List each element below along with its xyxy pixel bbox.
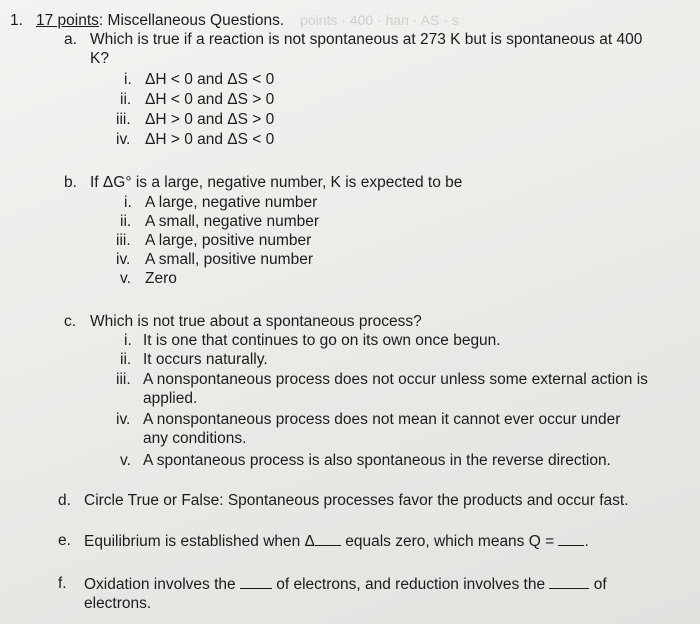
option-c-i-text: It is one that continues to go on its own once begun. [143, 332, 501, 349]
option-a-i-text: ΔH < 0 and ΔS < 0 [145, 71, 275, 88]
option-a-ii-text: ΔH < 0 and ΔS > 0 [145, 91, 275, 108]
answer-blank-oxidation[interactable] [240, 574, 272, 589]
option-b-v-text: Zero [145, 270, 177, 287]
option-b-ii-num: ii. [120, 213, 132, 230]
problem-title: : Miscellaneous Questions. [98, 12, 285, 29]
question-e-part2: equals zero, which means Q = [340, 533, 559, 550]
option-a-iv-num: iv. [116, 131, 131, 148]
answer-blank-reduction[interactable] [549, 574, 589, 589]
question-e-text [84, 531, 589, 551]
problem-heading [36, 11, 284, 30]
option-b-v-num: v. [120, 270, 131, 287]
option-c-iii-line2: applied. [143, 390, 198, 407]
option-b-iii-text: A large, positive number [145, 232, 312, 249]
question-a-line1: Which is true if a reaction is not spontaneous at 273 K but is spontaneous at 400 [90, 31, 643, 48]
option-c-i-num: i. [124, 332, 132, 349]
question-b-text: If ΔG° is a large, negative number, K is expected to be [90, 174, 463, 191]
option-b-ii-text: A small, negative number [145, 213, 320, 230]
option-c-iv-line1: A nonspontaneous process does not mean it cannot ever occur under [143, 411, 621, 428]
question-c-text: Which is not true about a spontaneous process? [90, 313, 422, 330]
question-d-text: Circle True or False: Spontaneous processes favor the products and occur fast. [84, 492, 629, 509]
option-c-v-num: v. [120, 452, 131, 469]
question-a-line2: K? [90, 50, 109, 67]
question-b-letter: b. [64, 174, 77, 191]
option-b-iii-num: iii. [116, 232, 131, 249]
question-e-letter: e. [58, 532, 71, 549]
option-c-iii-num: iii. [116, 371, 131, 388]
option-b-iv-num: iv. [116, 251, 131, 268]
answer-blank-q[interactable] [558, 531, 584, 546]
question-e-part1: Equilibrium is established when Δ [84, 533, 315, 550]
option-b-i-text: A large, negative number [145, 194, 318, 211]
problem-number: 1. [10, 12, 23, 29]
option-b-i-num: i. [124, 194, 132, 211]
question-e-part3: . [584, 533, 589, 550]
question-d-letter: d. [58, 492, 71, 509]
option-c-ii-text: It occurs naturally. [143, 351, 268, 368]
bleed-through-text: points · 400 · han · AS · s [300, 12, 459, 28]
points-label: 17 points [36, 12, 99, 29]
option-c-iv-num: iv. [116, 411, 131, 428]
question-f-part2: of electrons, and reduction involves the [271, 576, 550, 593]
question-f-part1: Oxidation involves the [84, 576, 240, 593]
answer-blank-delta[interactable] [315, 531, 341, 546]
question-a-letter: a. [64, 31, 77, 48]
option-a-iv-text: ΔH > 0 and ΔS < 0 [145, 131, 275, 148]
option-a-i-num: i. [124, 71, 132, 88]
question-c-letter: c. [64, 313, 77, 330]
question-f-part3: of [589, 576, 607, 593]
option-c-iv-line2: any conditions. [143, 430, 247, 447]
option-a-iii-num: iii. [116, 111, 131, 128]
option-a-ii-num: ii. [120, 91, 132, 108]
question-f-letter: f. [58, 575, 67, 592]
question-f-line1 [84, 574, 607, 594]
question-f-line2: electrons. [84, 595, 152, 612]
option-b-iv-text: A small, positive number [145, 251, 313, 268]
option-c-ii-num: ii. [120, 351, 132, 368]
option-a-iii-text: ΔH > 0 and ΔS > 0 [145, 111, 275, 128]
option-c-v-text: A spontaneous process is also spontaneous in the reverse direction. [143, 452, 611, 469]
option-c-iii-line1: A nonspontaneous process does not occur unless some external action is [143, 371, 648, 388]
